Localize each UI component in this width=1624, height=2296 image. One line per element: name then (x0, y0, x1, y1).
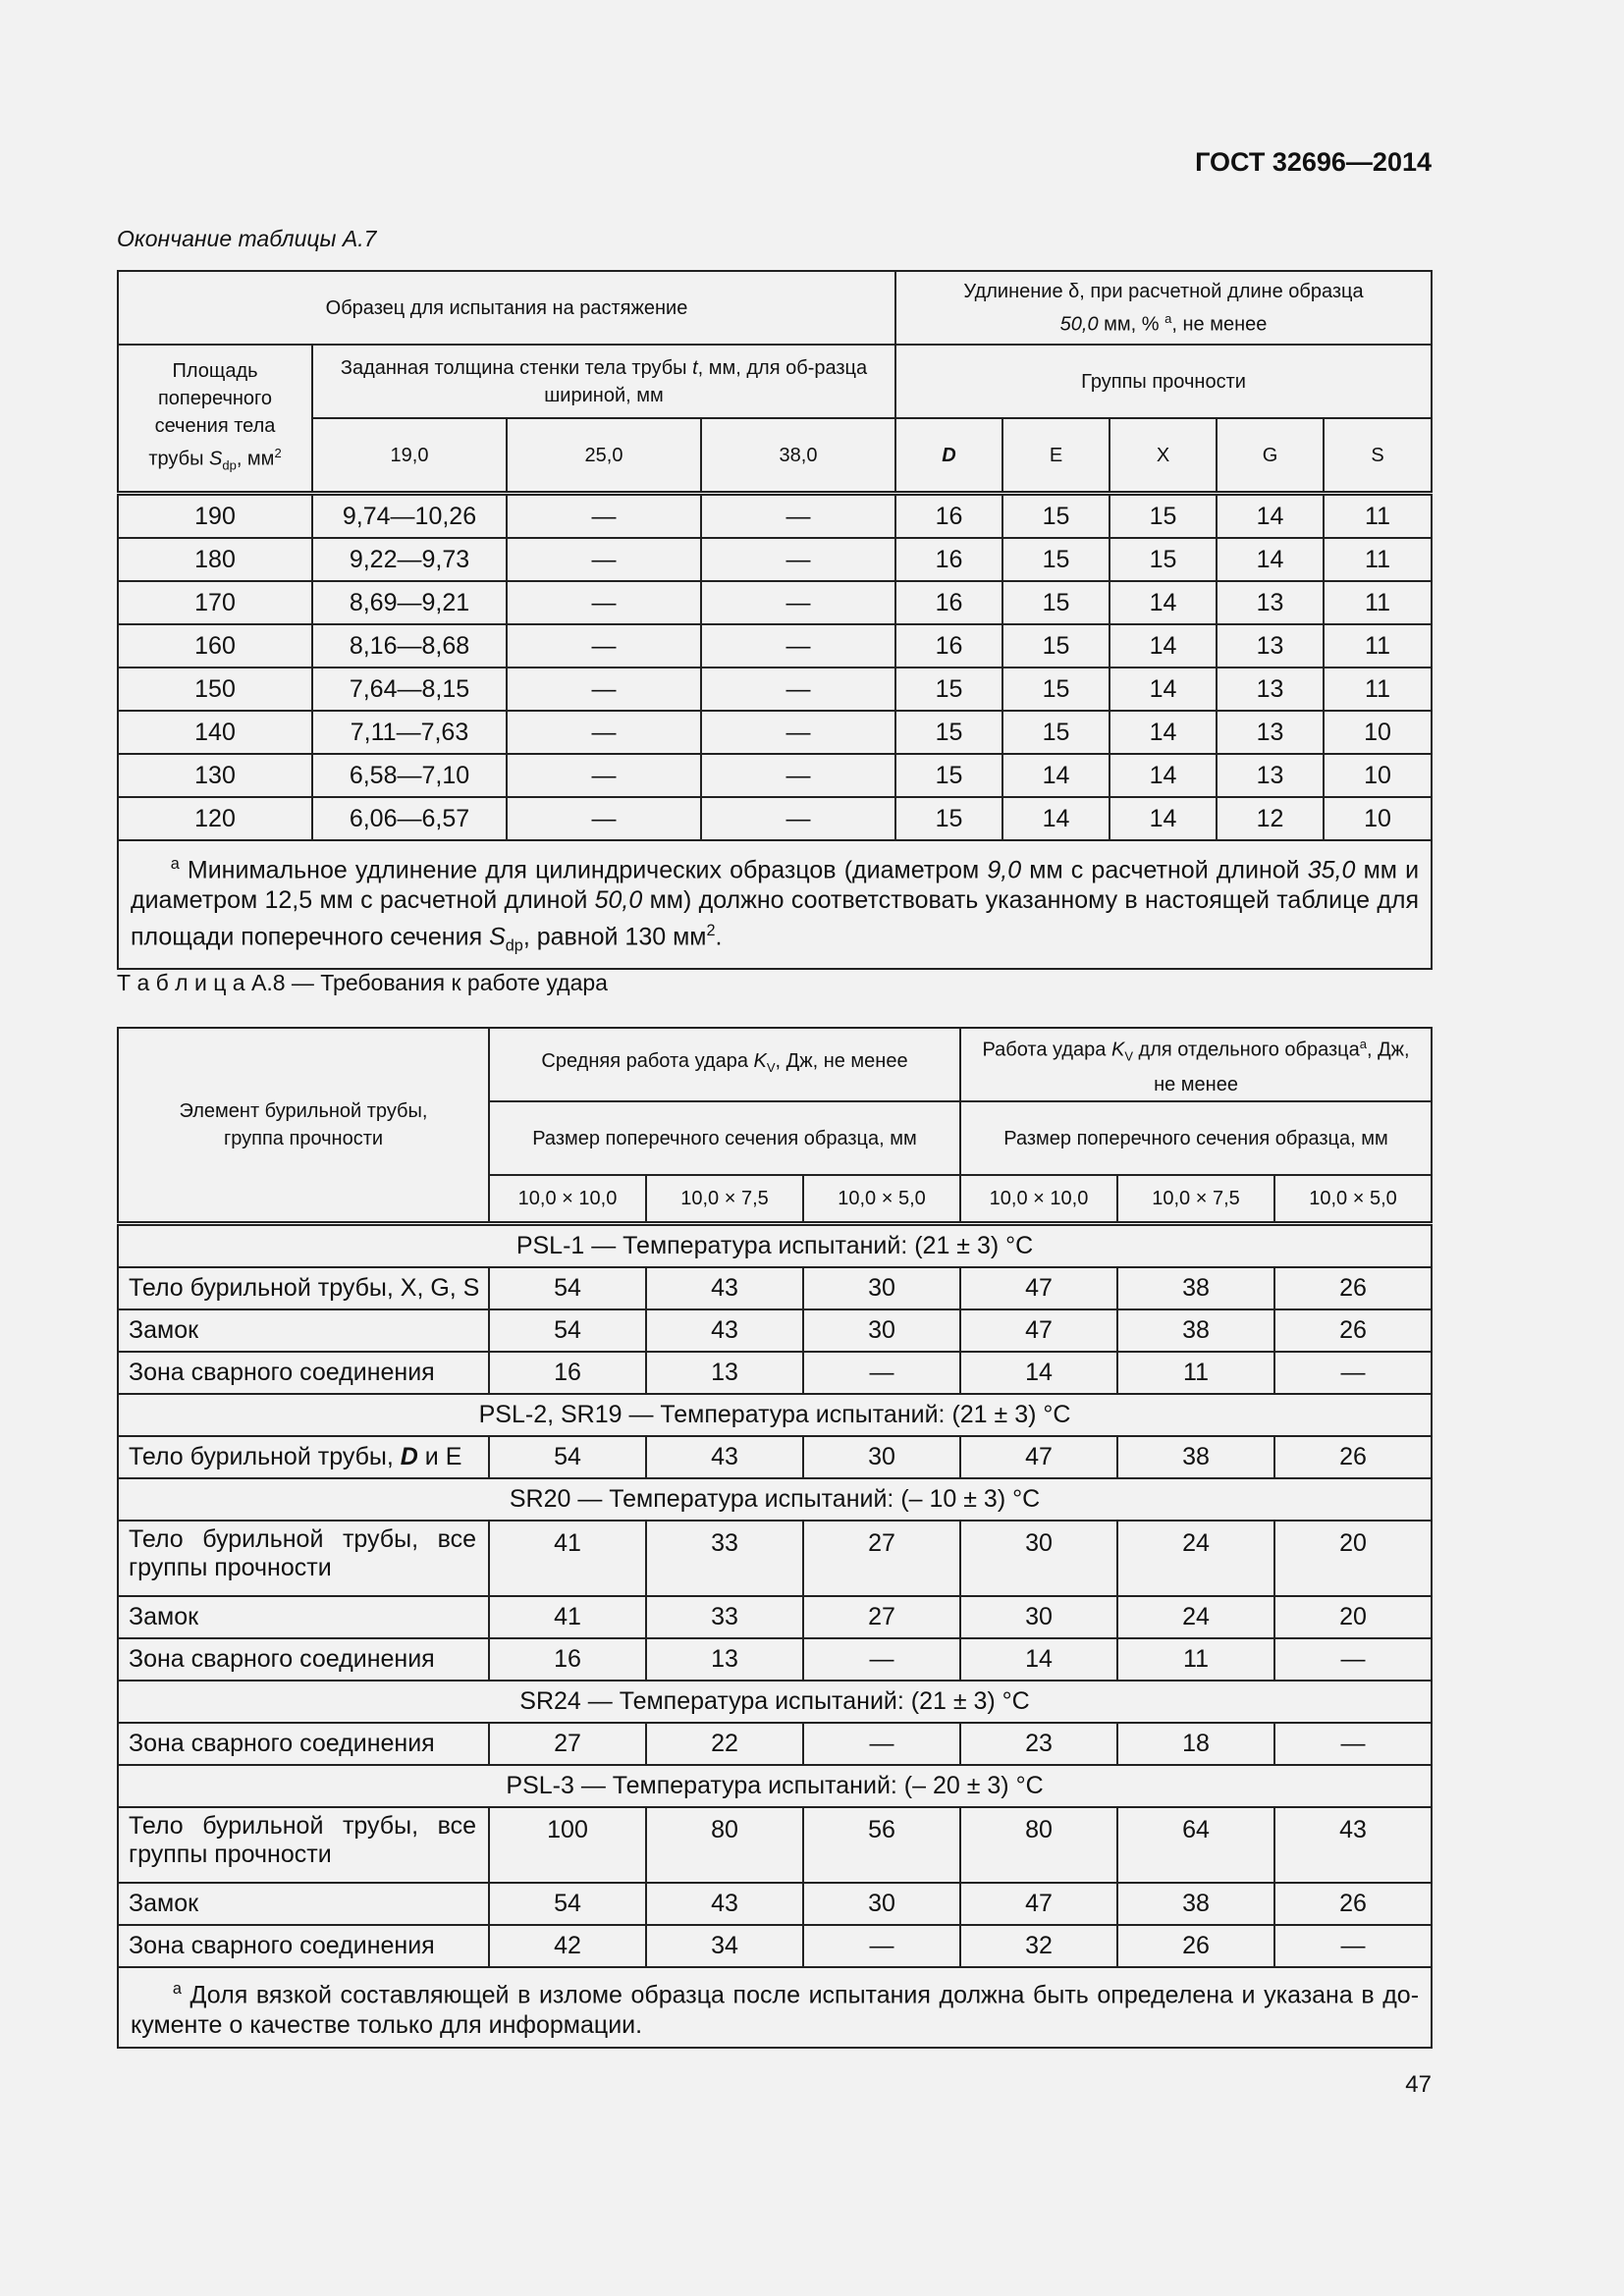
value-cell: 34 (646, 1925, 803, 1967)
group-title: SR20 — Температура испытаний: (– 10 ± 3) °C (118, 1478, 1432, 1521)
header-group-s: S (1324, 418, 1432, 494)
value-cell: 11 (1117, 1638, 1274, 1681)
row-label: Замок (118, 1883, 489, 1925)
table-row (118, 667, 1432, 711)
cell-w25: — (507, 538, 701, 581)
value-cell: — (803, 1638, 960, 1681)
value-cell: 30 (960, 1521, 1117, 1596)
value-cell: 13 (646, 1352, 803, 1394)
value-cell: 43 (646, 1309, 803, 1352)
value-cell: 14 (960, 1352, 1117, 1394)
header-strength-groups: Группы прочности (895, 345, 1432, 418)
cell-w38: — (701, 581, 895, 624)
group-title: PSL-1 — Температура испытаний: (21 ± 3) °C (118, 1224, 1432, 1268)
table-a8-caption: Т а б л и ц а А.8 — Требования к работе удара (117, 970, 608, 995)
value-cell: 38 (1117, 1883, 1274, 1925)
table-row (118, 1925, 1432, 1967)
header-avg-impact: Средняя работа удара $K_V$, Дж, не менее (489, 1028, 960, 1101)
cell-e: 15 (1002, 624, 1110, 667)
cell-d: 15 (895, 667, 1002, 711)
table-row (118, 1807, 1432, 1883)
cell-e: 15 (1002, 581, 1110, 624)
cell-x: 14 (1110, 667, 1217, 711)
cell-x: 15 (1110, 494, 1217, 539)
table-a8 (117, 1027, 1433, 2049)
cell-e: 15 (1002, 711, 1110, 754)
value-cell: 30 (803, 1883, 960, 1925)
value-cell: 20 (1274, 1521, 1432, 1596)
value-cell: 20 (1274, 1596, 1432, 1638)
header-size: 10,0 × 5,0 (1274, 1175, 1432, 1224)
cell-d: 16 (895, 494, 1002, 539)
value-cell: 100 (489, 1807, 646, 1883)
value-cell: 54 (489, 1267, 646, 1309)
value-cell: 30 (803, 1436, 960, 1478)
table-a8-body (118, 1224, 1432, 1968)
cell-w19: 7,11—7,63 (312, 711, 507, 754)
cell-w38: — (701, 711, 895, 754)
table-row (118, 494, 1432, 539)
table-row (118, 538, 1432, 581)
value-cell: 47 (960, 1267, 1117, 1309)
cell-g: 14 (1217, 538, 1324, 581)
cell-e: 14 (1002, 797, 1110, 840)
table-row (118, 1521, 1432, 1596)
value-cell: 64 (1117, 1807, 1274, 1883)
cell-w38: — (701, 624, 895, 667)
cell-w19: 8,16—8,68 (312, 624, 507, 667)
value-cell: 11 (1117, 1352, 1274, 1394)
value-cell: — (803, 1925, 960, 1967)
cell-w25: — (507, 754, 701, 797)
cell-w38: — (701, 667, 895, 711)
cell-s: 11 (1324, 538, 1432, 581)
value-cell: 16 (489, 1352, 646, 1394)
cell-area: 190 (118, 494, 312, 539)
table-row (118, 1267, 1432, 1309)
table-a7-footnote: $^a$ Минимальное удлинение для цилиндрических образцов (диаметром 9,0 мм с расчетной длиной 35,0 мм и диаметром 12,5 мм с расчетной длиной 50,0 мм) должно соответствовать указанному в настоящей таблице для площади поперечного сечения $S_{dp}$, равной 130 $мм^2$. (118, 840, 1432, 969)
group-title: SR24 — Температура испытаний: (21 ± 3) °C (118, 1681, 1432, 1723)
value-cell: 47 (960, 1309, 1117, 1352)
value-cell: — (1274, 1925, 1432, 1967)
value-cell: 41 (489, 1596, 646, 1638)
value-cell: 56 (803, 1807, 960, 1883)
value-cell: 41 (489, 1521, 646, 1596)
value-cell: 42 (489, 1925, 646, 1967)
value-cell: 80 (960, 1807, 1117, 1883)
cell-w25: — (507, 711, 701, 754)
cell-area: 130 (118, 754, 312, 797)
header-element: Элемент бурильной трубы, группа прочности (118, 1028, 489, 1224)
cell-w38: — (701, 797, 895, 840)
cell-g: 13 (1217, 754, 1324, 797)
row-label: Тело бурильной трубы, X, G, S (118, 1267, 489, 1309)
cell-g: 13 (1217, 624, 1324, 667)
header-width-25: 25,0 (507, 418, 701, 494)
value-cell: 18 (1117, 1723, 1274, 1765)
cell-w25: — (507, 797, 701, 840)
value-cell: 16 (489, 1638, 646, 1681)
value-cell: 24 (1117, 1596, 1274, 1638)
row-label: Замок (118, 1596, 489, 1638)
document-code: ГОСТ 32696—2014 (1195, 147, 1432, 177)
cell-x: 14 (1110, 711, 1217, 754)
cell-d: 16 (895, 624, 1002, 667)
cell-area: 180 (118, 538, 312, 581)
cell-area: 160 (118, 624, 312, 667)
group-header-row (118, 1224, 1432, 1268)
table-row (118, 1723, 1432, 1765)
value-cell: 33 (646, 1596, 803, 1638)
cell-w38: — (701, 538, 895, 581)
row-label: Тело бурильной трубы, D и E (118, 1436, 489, 1478)
cell-w19: 9,74—10,26 (312, 494, 507, 539)
value-cell: — (803, 1723, 960, 1765)
header-group-e: E (1002, 418, 1110, 494)
header-section-size-avg: Размер поперечного сечения образца, мм (489, 1101, 960, 1175)
cell-s: 10 (1324, 797, 1432, 840)
header-size: 10,0 × 10,0 (489, 1175, 646, 1224)
table-row (118, 1883, 1432, 1925)
table-row (118, 711, 1432, 754)
cell-w25: — (507, 494, 701, 539)
cell-x: 14 (1110, 754, 1217, 797)
cell-s: 11 (1324, 667, 1432, 711)
value-cell: 43 (1274, 1807, 1432, 1883)
table-row (118, 1309, 1432, 1352)
cell-w19: 6,58—7,10 (312, 754, 507, 797)
table-row (118, 797, 1432, 840)
value-cell: 38 (1117, 1436, 1274, 1478)
value-cell: 13 (646, 1638, 803, 1681)
value-cell: 27 (803, 1596, 960, 1638)
row-label: Зона сварного соединения (118, 1352, 489, 1394)
cell-s: 10 (1324, 754, 1432, 797)
group-title: PSL-2, SR19 — Температура испытаний: (21 ± 3) °C (118, 1394, 1432, 1436)
header-group-g: G (1217, 418, 1324, 494)
value-cell: 54 (489, 1436, 646, 1478)
value-cell: 27 (489, 1723, 646, 1765)
table-row (118, 1436, 1432, 1478)
row-label: Тело бурильной трубы, все группы прочности (118, 1521, 489, 1596)
cell-area: 170 (118, 581, 312, 624)
cell-s: 10 (1324, 711, 1432, 754)
value-cell: 54 (489, 1309, 646, 1352)
cell-area: 140 (118, 711, 312, 754)
cell-x: 14 (1110, 797, 1217, 840)
value-cell: 38 (1117, 1267, 1274, 1309)
table-a7-body (118, 494, 1432, 841)
header-group-d: D (895, 418, 1002, 494)
group-header-row (118, 1765, 1432, 1807)
cell-w19: 9,22—9,73 (312, 538, 507, 581)
cell-e: 15 (1002, 494, 1110, 539)
row-label: Тело бурильной трубы, все группы прочности (118, 1807, 489, 1883)
cell-w38: — (701, 494, 895, 539)
value-cell: 33 (646, 1521, 803, 1596)
table-row (118, 624, 1432, 667)
cell-s: 11 (1324, 494, 1432, 539)
table-row (118, 754, 1432, 797)
group-title: PSL-3 — Температура испытаний: (– 20 ± 3) °C (118, 1765, 1432, 1807)
header-elongation: Удлинение δ, при расчетной длине образца 50,0 мм, % $^a$, не менее (895, 271, 1432, 345)
group-header-row (118, 1394, 1432, 1436)
cell-w25: — (507, 624, 701, 667)
header-group-x: X (1110, 418, 1217, 494)
cell-w19: 6,06—6,57 (312, 797, 507, 840)
value-cell: 26 (1274, 1436, 1432, 1478)
row-label: Зона сварного соединения (118, 1638, 489, 1681)
cell-s: 11 (1324, 581, 1432, 624)
cell-e: 14 (1002, 754, 1110, 797)
cell-d: 15 (895, 754, 1002, 797)
header-specimen: Образец для испытания на растяжение (118, 271, 895, 345)
cell-g: 13 (1217, 667, 1324, 711)
table-row (118, 1352, 1432, 1394)
value-cell: 22 (646, 1723, 803, 1765)
table-a7 (117, 270, 1433, 970)
value-cell: 26 (1274, 1883, 1432, 1925)
cell-w19: 8,69—9,21 (312, 581, 507, 624)
header-area: Площадь поперечного сечения тела трубы $S_{dp}$, $мм^2$ (118, 345, 312, 494)
header-single-impact: Работа удара $K_V$ для отдельного образца$^a$, Дж, не менее (960, 1028, 1432, 1101)
value-cell: 26 (1274, 1267, 1432, 1309)
cell-d: 15 (895, 797, 1002, 840)
cell-w25: — (507, 581, 701, 624)
value-cell: — (803, 1352, 960, 1394)
cell-w19: 7,64—8,15 (312, 667, 507, 711)
value-cell: 14 (960, 1638, 1117, 1681)
cell-x: 14 (1110, 581, 1217, 624)
header-size: 10,0 × 7,5 (646, 1175, 803, 1224)
cell-g: 13 (1217, 711, 1324, 754)
cell-x: 14 (1110, 624, 1217, 667)
cell-d: 16 (895, 581, 1002, 624)
cell-g: 13 (1217, 581, 1324, 624)
value-cell: — (1274, 1352, 1432, 1394)
table-row (118, 1596, 1432, 1638)
cell-g: 14 (1217, 494, 1324, 539)
value-cell: 24 (1117, 1521, 1274, 1596)
row-label: Зона сварного соединения (118, 1723, 489, 1765)
page-number: 47 (1405, 2071, 1432, 2098)
value-cell: 38 (1117, 1309, 1274, 1352)
cell-w25: — (507, 667, 701, 711)
cell-area: 150 (118, 667, 312, 711)
value-cell: 27 (803, 1521, 960, 1596)
group-header-row (118, 1681, 1432, 1723)
value-cell: 26 (1117, 1925, 1274, 1967)
table-row (118, 1638, 1432, 1681)
value-cell: 23 (960, 1723, 1117, 1765)
header-section-size-single: Размер поперечного сечения образца, мм (960, 1101, 1432, 1175)
row-label: Зона сварного соединения (118, 1925, 489, 1967)
cell-e: 15 (1002, 667, 1110, 711)
value-cell: 43 (646, 1436, 803, 1478)
row-label: Замок (118, 1309, 489, 1352)
group-header-row (118, 1478, 1432, 1521)
header-size: 10,0 × 10,0 (960, 1175, 1117, 1224)
value-cell: 47 (960, 1883, 1117, 1925)
value-cell: 30 (960, 1596, 1117, 1638)
table-a8-footnote: $^a$ Доля вязкой составляющей в изломе образца после испытания должна быть определена и указана в до-кументе о качестве только для информации. (118, 1967, 1432, 2048)
value-cell: 43 (646, 1267, 803, 1309)
cell-x: 15 (1110, 538, 1217, 581)
value-cell: — (1274, 1723, 1432, 1765)
value-cell: 30 (803, 1309, 960, 1352)
value-cell: 47 (960, 1436, 1117, 1478)
value-cell: 54 (489, 1883, 646, 1925)
value-cell: 43 (646, 1883, 803, 1925)
cell-d: 16 (895, 538, 1002, 581)
table-row (118, 581, 1432, 624)
header-size: 10,0 × 5,0 (803, 1175, 960, 1224)
value-cell: — (1274, 1638, 1432, 1681)
value-cell: 80 (646, 1807, 803, 1883)
value-cell: 26 (1274, 1309, 1432, 1352)
table-a7-continuation-label: Окончание таблицы А.7 (117, 226, 377, 251)
header-thickness: Заданная толщина стенки тела трубы t, мм, для об-разца шириной, мм (312, 345, 895, 418)
cell-area: 120 (118, 797, 312, 840)
header-width-19: 19,0 (312, 418, 507, 494)
value-cell: 32 (960, 1925, 1117, 1967)
cell-s: 11 (1324, 624, 1432, 667)
value-cell: 30 (803, 1267, 960, 1309)
cell-g: 12 (1217, 797, 1324, 840)
header-size: 10,0 × 7,5 (1117, 1175, 1274, 1224)
cell-e: 15 (1002, 538, 1110, 581)
cell-w38: — (701, 754, 895, 797)
cell-d: 15 (895, 711, 1002, 754)
header-width-38: 38,0 (701, 418, 895, 494)
